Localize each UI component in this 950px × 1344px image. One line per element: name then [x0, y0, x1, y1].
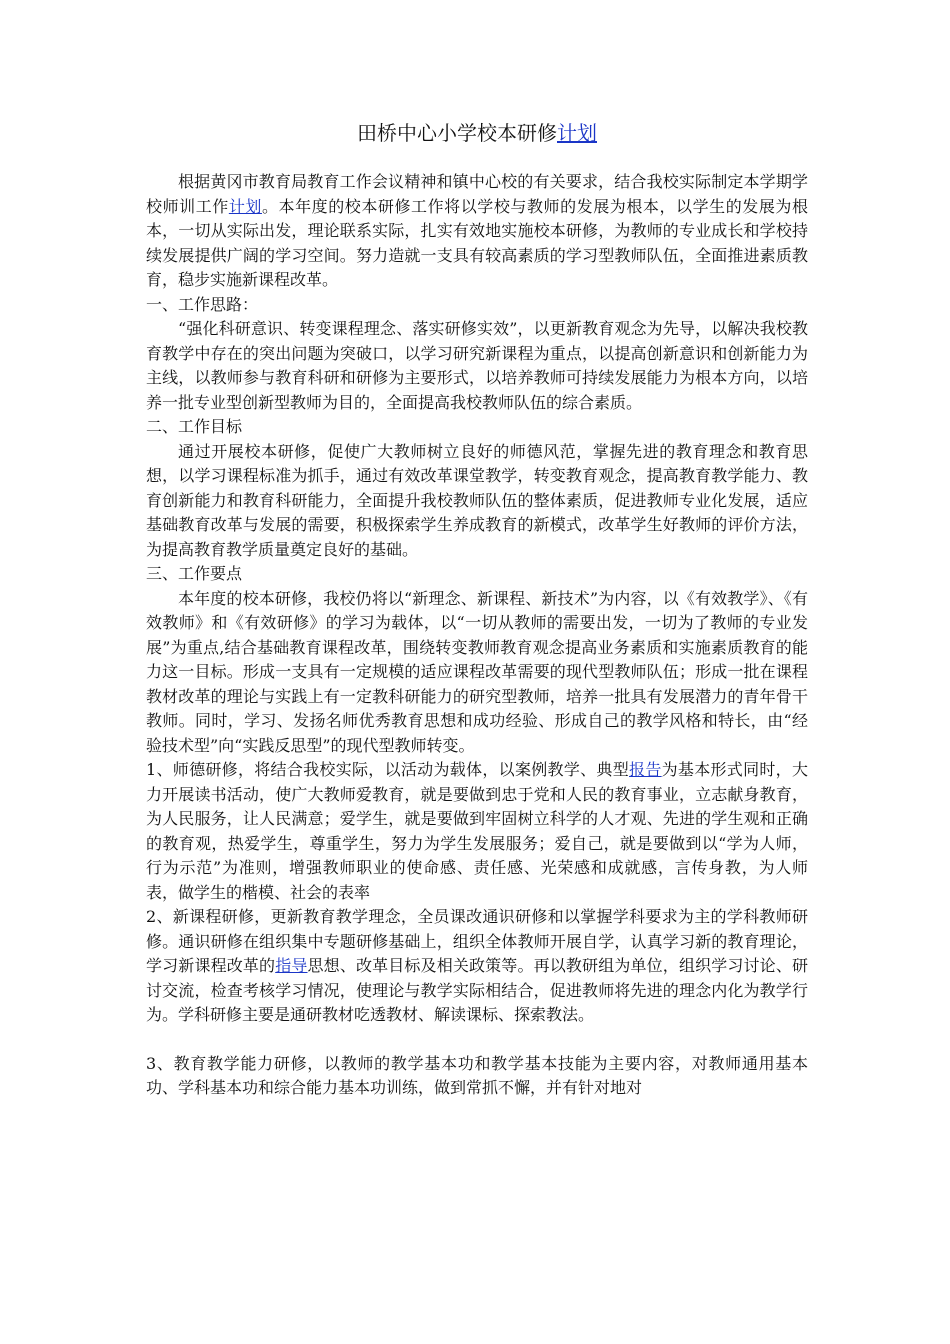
section-body-goals: 通过开展校本研修，促使广大教师树立良好的师德风范，掌握先进的教育理念和教育思想，以学习课程标准为抓手，通过有效改革课堂教学，转变教育观念，提高教育教学能力、教育创新能力和教育科研能力，全面提升我校教师队伍的整体素质，促进教师专业化发展，适应基础教育改革与发展的需要，积极探索学生养成教育的新模式，改革学生好教师的评价方法，为提高教育教学质量奠定良好的基础。: [146, 441, 808, 559]
section-heading-key-points: 三、工作要点: [146, 564, 243, 583]
section-heading-goals: 二、工作目标: [146, 417, 243, 436]
title-text: 田桥中心小学校本研修: [357, 121, 557, 145]
item2-text-2: 思想、改革目标及相关政策等。再以教研组为单位，组织学习讨论、研讨交流，检查考核学习情况，使理论与教学实际相结合，促进教师将先进的理念内化为教学行为。学科研修主要是通研教材吃透教材、解读课标、探索教法。: [146, 956, 808, 1024]
guidance-link[interactable]: 指导: [275, 956, 308, 975]
document-page: [146, 118, 808, 1101]
blank-line: [146, 1028, 808, 1052]
item1-text-1: 1、师德研修，将结合我校实际，以活动为载体，以案例教学、典型: [146, 760, 630, 779]
item2-text-1: 2、新课程研修，更新教育教学理念，全员课改通识研修和以掌握学科要求为主的学科教师研修。通识研修在组织集中专题研修基础上，组织全体教师开展自学，认真学习新的教育理论，学习新课程改革的: [146, 907, 808, 975]
section-heading-approach: 一、工作思路：: [146, 294, 259, 314]
intro-text-1: 根据黄冈市教育局教育工作会议精神和镇中心校的有关要求，结合我校实际制定本学期学校师训工作: [146, 172, 808, 216]
intro-plan-link[interactable]: 计划: [228, 196, 262, 216]
item-new-curriculum-training: [146, 905, 808, 1028]
intro-text-2: 。本年度的校本研修工作将以学校与教师的发展为根本，以学生的发展为根本，一切从实际出发，理论联系实际，扎实有效地实施校本研修，为教师的专业成长和学校持续发展提供广阔的学习空间。努力造就一支具有较高素质的学习型教师队伍，全面推进素质教育，稳步实施新课程改革。: [146, 196, 808, 289]
report-link[interactable]: 报告: [629, 760, 662, 779]
section-body-key-points: 本年度的校本研修，我校仍将以“新理念、新课程、新技术”为内容，以《有效教学》、《有效教师》和《有效研修》的学习为载体，以“一切从教师的需要出发，一切为了教师的专业发展”为重点,结合基础教育课程改革，围绕转变教师教育观念提高业务素质和实施素质教育的能力这一目标。形成一支具有一定规模的适应课程改革需要的现代型教师队伍；形成一批在课程教材改革的理论与实践上有一定教科研能力的研究型教师，培养一批具有发展潜力的青年骨干教师。同时，学习、发扬名师优秀教育思想和成功经验、形成自己的教学风格和特长，由“经验技术型”向“实践反思型”的现代型教师转变。: [146, 588, 808, 755]
intro-paragraph: [146, 170, 808, 293]
item-ethics-training: [146, 758, 808, 905]
item1-text-2: 为基本形式同时，大力开展读书活动，使广大教师爱教育，就是要做到忠于党和人民的教育事业，立志献身教育，为人民服务，让人民满意；爱学生，就是要做到牢固树立科学的人才观、先进的学生观和正确的教育观，热爱学生，尊重学生，努力为学生发展服务；爱自己，就是要做到以“学为人师，行为示范”为准则，增强教师职业的使命感、责任感、光荣感和成就感，言传身教，为人师表，做学生的楷模、社会的表率: [146, 760, 808, 902]
item-teaching-ability-training: 3、教育教学能力研修，以教师的教学基本功和教学基本技能为主要内容，对教师通用基本功、学科基本功和综合能力基本功训练，做到常抓不懈，并有针对地对: [146, 1053, 808, 1097]
title-plan-link[interactable]: 计划: [557, 121, 597, 145]
document-title: [146, 118, 808, 148]
section-body-approach: “强化科研意识、转变课程理念、落实研修实效”，以更新教育观念为先导，以解决我校教育教学中存在的突出问题为突破口，以学习研究新课程为重点，以提高创新意识和创新能力为主线，以教师参与教育科研和研修为主要形式，以培养教师可持续发展能力为根本方向，以培养一批专业型创新型教师为目的，全面提高我校教师队伍的综合素质。: [146, 319, 808, 412]
